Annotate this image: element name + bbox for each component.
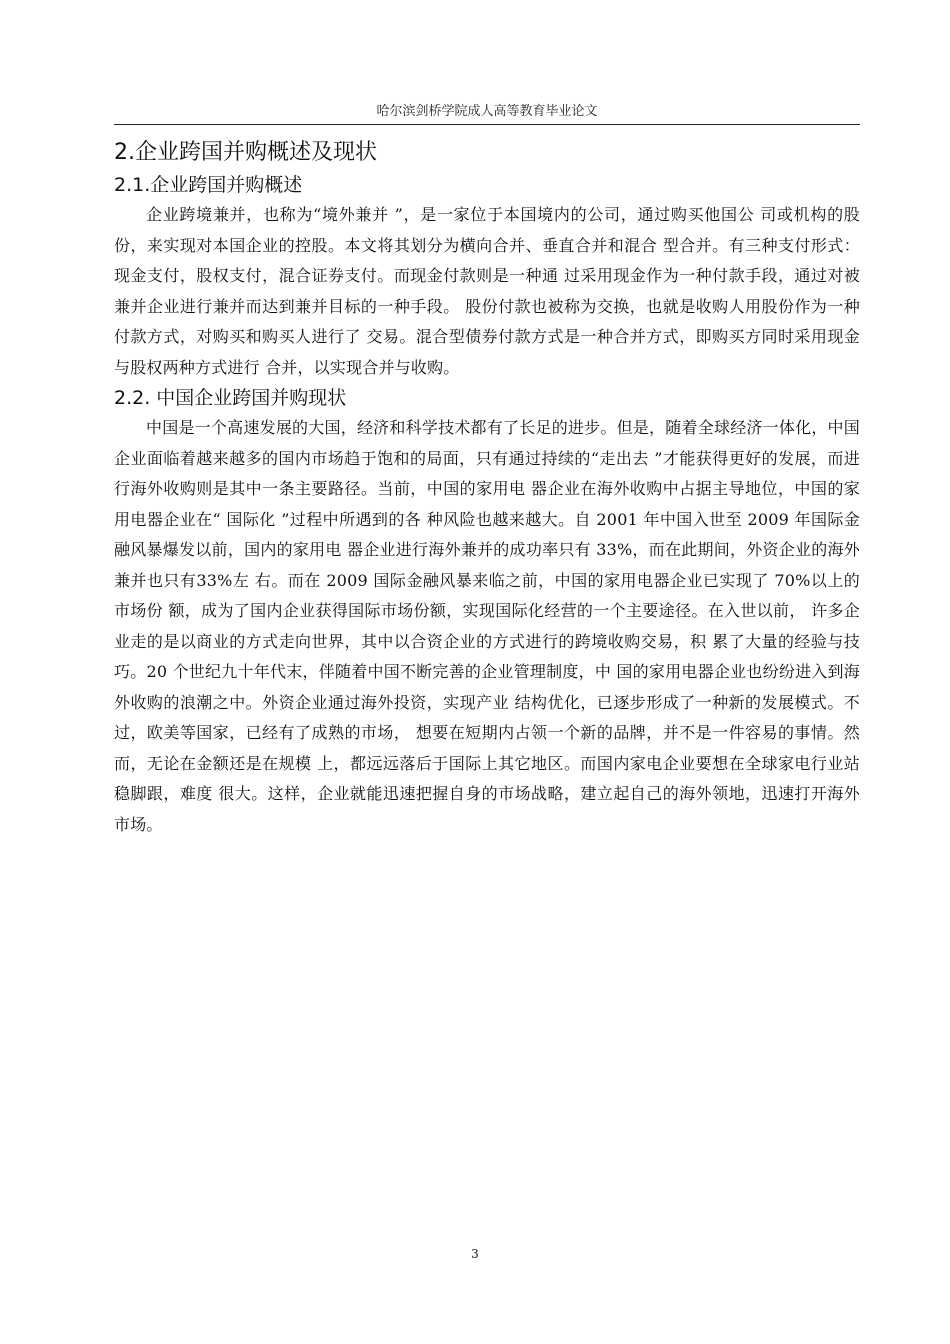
section-2-2-paragraph: 中国是一个高速发展的大国，经济和科学技术都有了长足的进步。但是，随着全球经济一体化，中国企业面临着越来越多的国内市场趋于饱和的局面，只有通过持续的“走出去 ”才能获得更好的发展，而进行海外收购则是其中一条主要路径。当前，中国的家用电 器企业在海外收购中占据主导地位，中国的家用电器企业在“ 国际化 ”过程中所遇到的各 种风险也越来越大。自 2001 年中国入世至 2009 年国际金融风暴爆发以前，国内的家用电 器企业进行海外兼并的成功率只有 33%，而在此期间，外资企业的海外兼并也只有33%左 右。而在 2009 国际金融风暴来临之前，中国的家用电器企业已实现了 70%以上的市场份 额，成为了国内企业获得国际市场份额，实现国际化经营的一个主要途径。在入世以前， 许多企业走的是以商业的方式走向世界，其中以合资企业的方式进行的跨境收购交易，积 累了大量的经验与技巧。20 个世纪九十年代末，伴随着中国不断完善的企业管理制度，中 国的家用电器企业也纷纷进入到海外收购的浪潮之中。外资企业通过海外投资，实现产业 结构优化，已逐步形成了一种新的发展模式。不过，欧美等国家，已经有了成熟的市场， 想要在短期内占领一个新的品牌，并不是一件容易的事情。然而，无论在金额还是在规模 上，都远远落后于国际上其它地区。而国内家电企业要想在全球家电行业站稳脚跟，难度 很大。这样，企业就能迅速把握自身的市场战略，建立起自己的海外领地，迅速打开海外 市场。: [114, 418, 860, 834]
page-number: 3: [471, 1247, 479, 1261]
section-2-2-title: 2.2. 中国企业跨国并购现状: [114, 387, 347, 409]
section-2-1-title: 2.1.企业跨国并购概述: [114, 174, 303, 196]
running-header: 哈尔滨剑桥学院成人高等教育毕业论文: [376, 104, 598, 119]
chapter-title: 2.企业跨国并购概述及现状: [114, 140, 377, 165]
document-body: [114, 136, 860, 840]
header-divider: [114, 124, 860, 125]
section-2-1-paragraph: 企业跨境兼并，也称为“境外兼并 ”，是一家位于本国境内的公司，通过购买他国公 司或机构的股份，来实现对本国企业的控股。本文将其划分为横向合并、垂直合并和混合 型合并。有三种支付形式：现金支付，股权支付，混合证券支付。而现金付款则是一种通 过采用现金作为一种付款手段，通过对被兼并企业进行兼并而达到兼并目标的一种手段。 股份付款也被称为交换，也就是收购人用股份作为一种付款方式，对购买和购买人进行了 交易。混合型债券付款方式是一种合并方式，即购买方同时采用现金与股权两种方式进行 合并，以实现合并与收购。: [114, 205, 860, 377]
